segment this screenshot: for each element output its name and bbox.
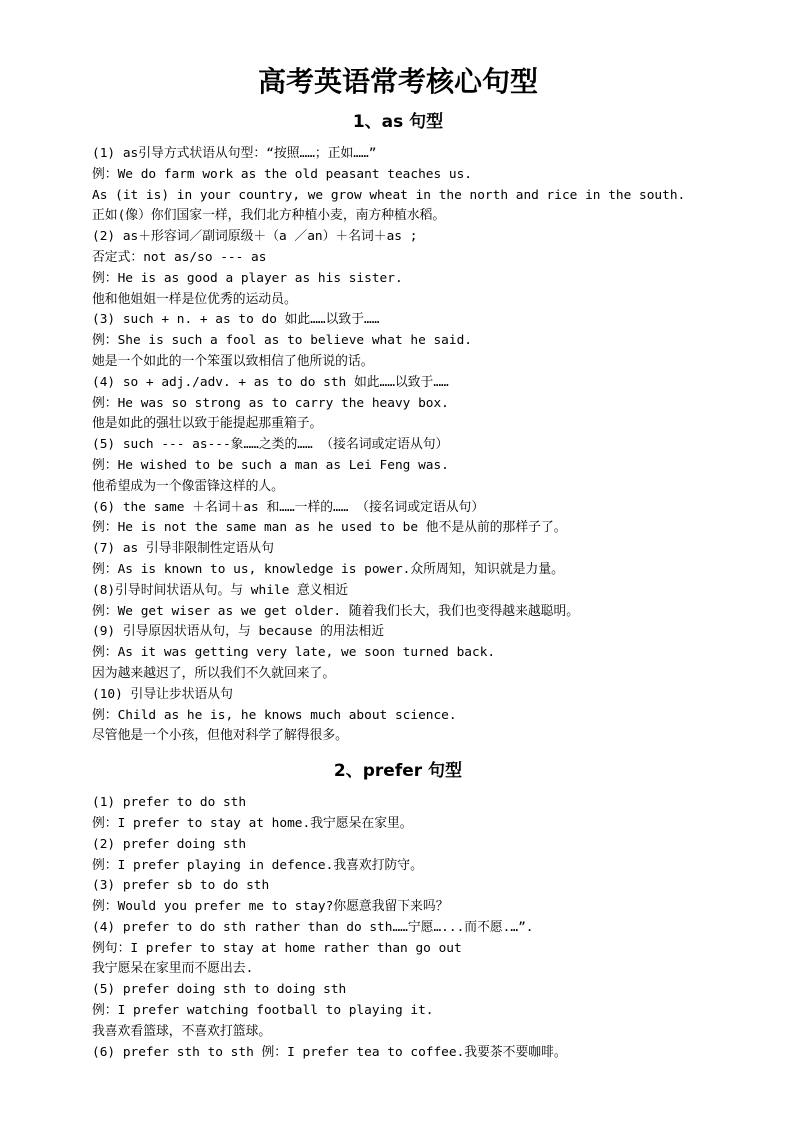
text-line: (2) prefer doing sth (92, 836, 247, 852)
text-line: 尽管他是一个小孩，但他对科学了解得很多。 (92, 728, 348, 744)
text-line: 例：Child as he is, he knows much about science. (92, 707, 457, 723)
text-line: 例：As it was getting very late, we soon turned back. (92, 645, 496, 661)
text-line: 她是一个如此的一个笨蛋以致相信了他所说的话。 (92, 353, 374, 369)
text-line: (3) prefer sb to do sth (92, 878, 270, 894)
text-line: (7) as 引导非限制性定语从句 (92, 541, 274, 557)
text-line: 例：Would you prefer me to stay?你愿意我留下来吗？ (92, 899, 449, 915)
text-line: (9) 引导原因状语从句，与 because 的用法相近 (92, 624, 385, 640)
text-line: 例：I prefer watching football to playing it. (92, 1003, 434, 1019)
section-body (92, 793, 704, 1063)
text-line: 例：She is such a fool as to believe what he said. (92, 333, 472, 349)
text-line: (5) prefer doing sth to doing sth (92, 982, 347, 998)
text-line: 他和他姐姐一样是位优秀的运动员。 (92, 291, 297, 307)
text-line: 例：As is known to us, knowledge is power.众所周知，知识就是力量。 (92, 561, 564, 577)
text-line: 例：We get wiser as we get older. 随着我们长大，我们也变得越来越聪明。 (92, 603, 580, 619)
text-line: 正如(像）你们国家一样，我们北方种植小麦，南方种植水稻。 (92, 208, 446, 224)
text-line: (2) as＋形容词／副词原级＋（a ／an）＋名词＋as ; (92, 229, 418, 245)
section-as-patterns (92, 108, 704, 747)
text-line: 我喜欢看篮球，不喜欢打篮球。 (92, 1023, 272, 1039)
text-line: 例：He was so strong as to carry the heavy box. (92, 395, 449, 411)
text-line: (5) such --- as---象……之类的…… （接名词或定语从句） (92, 437, 449, 453)
section-prefer-patterns (92, 757, 704, 1063)
text-line: 他希望成为一个像雷锋这样的人。 (92, 478, 284, 494)
text-line: As (it is) in your country, we grow wheat in the north and rice in the south. (92, 187, 686, 203)
text-line: 例：He is as good a player as his sister. (92, 270, 403, 286)
text-line: (4) so + adj./adv. + as to do sth 如此……以致于…… (92, 374, 449, 390)
text-line: 我宁愿呆在家里而不愿出去. (92, 961, 254, 977)
section-heading: 2、prefer 句型 (333, 761, 463, 782)
text-line: 例：He is not the same man as he used to be 他不是从前的那样子了。 (92, 520, 567, 536)
text-line: 否定式：not as/so --- as (92, 249, 267, 265)
text-line: 例：I prefer playing in defence.我喜欢打防守。 (92, 857, 423, 873)
text-line: (6) the same ＋名词＋as 和……一样的…… （接名词或定语从句） (92, 499, 485, 515)
text-line: 例：I prefer to stay at home.我宁愿呆在家里。 (92, 815, 413, 831)
text-line: (8)引导时间状语从句。与 while 意义相近 (92, 582, 349, 598)
section-body (92, 144, 704, 747)
text-line: 他是如此的强壮以致于能提起那重箱子。 (92, 416, 323, 432)
text-line: 例句：I prefer to stay at home rather than go out (92, 940, 462, 956)
text-line: (10) 引导让步状语从句 (92, 686, 233, 702)
section-heading: 1、as 句型 (352, 112, 444, 132)
text-line: 因为越来越迟了，所以我们不久就回来了。 (92, 665, 336, 681)
text-line: 例：He wished to be such a man as Lei Feng was. (92, 457, 449, 473)
text-line: (6) prefer sth to sth 例：I prefer tea to coffee.我要茶不要咖啡。 (92, 1044, 567, 1060)
text-line: (1) prefer to do sth (92, 795, 247, 811)
text-line: 例：We do farm work as the old peasant teaches us. (92, 166, 472, 182)
text-line: (4) prefer to do sth rather than do sth……宁愿…...而不愿.…”. (92, 919, 534, 935)
document-title: 高考英语常考核心句型 (257, 65, 538, 98)
text-line: (1) as引导方式状语从句型：“按照……；正如……” (92, 146, 377, 161)
text-line: (3) such + n. + as to do 如此……以致于…… (92, 312, 380, 328)
